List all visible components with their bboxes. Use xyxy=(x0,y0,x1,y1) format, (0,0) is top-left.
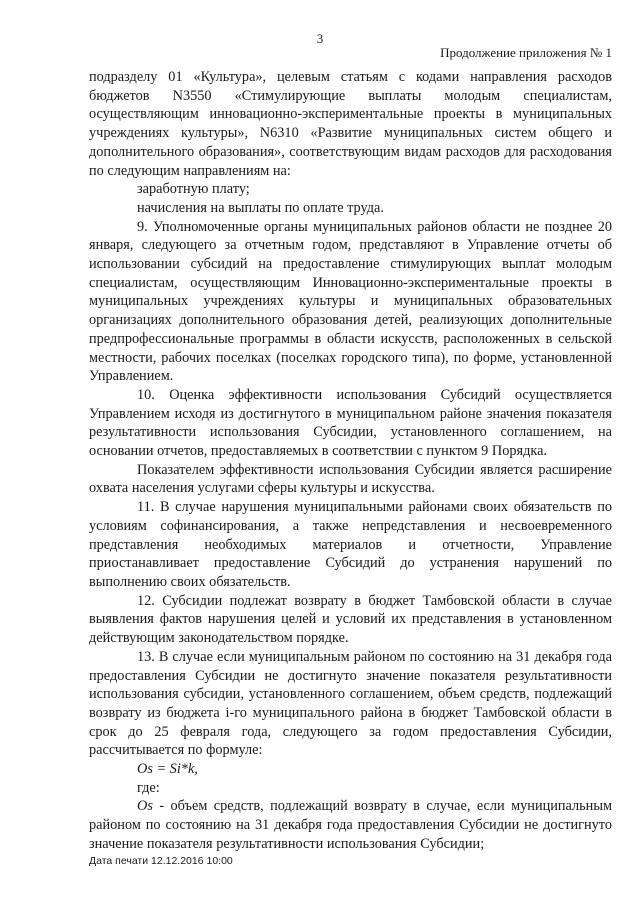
paragraph-clause-12: 12. Субсидии подлежат возврату в бюджет Тамбовской области в случае выявления фактов нарушения целей и условий их представления в установленном действующим законодательством порядке. xyxy=(89,592,612,647)
paragraph-clause-10: 10. Оценка эффективности использования Субсидий осуществляется Управлением исходя из достигнутого в муниципальном районе значения показателя результативности использования Субсидии, установленного соглашением, на основании отчетов, предоставляемых в соответствии с пунктом 9 Порядка. xyxy=(89,386,612,460)
list-item-payroll-charges: начисления на выплаты по оплате труда. xyxy=(137,199,384,216)
paragraph-clause-11: 11. В случае нарушения муниципальными районами своих обязательств по условиям софинансирования, а также непредставления и несвоевременного представления необходимых материалов и отчетности, Управление приостанавливает предоставление Субсидий до устранения нарушений по выполнению своих обязательств. xyxy=(89,499,612,590)
paragraph-efficiency-indicator: Показателем эффективности использования Субсидии является расширение охвата населения услугами сферы культуры и искусства. xyxy=(89,461,612,497)
formula-expression: Os = Si*k, xyxy=(137,761,198,778)
definition-symbol: Os xyxy=(137,798,153,815)
appendix-continuation-note: Продолжение приложения № 1 xyxy=(440,45,612,60)
formula xyxy=(89,760,612,779)
print-date: Дата печати 12.12.2016 10:00 xyxy=(89,855,233,867)
page-number: 3 xyxy=(316,31,324,46)
list-item-salary: заработную плату; xyxy=(137,181,250,198)
definition-os xyxy=(89,797,612,853)
document-body xyxy=(89,68,612,854)
paragraph-budget-codes: подразделу 01 «Культура», целевым статьям с кодами направления расходов бюджетов N3550 «Стимулирующие выплаты молодым специалистам, осуществляющим инновационно-экспериментальные проекты в муниципальных учреждениях культуры», N6310 «Развитие муниципальных систем общего и дополнительного образования», соответствующим видам расходов для расходования по следующим направлениям на: xyxy=(89,69,612,179)
paragraph-clause-13: 13. В случае если муниципальным районом по состоянию на 31 декабря года предоставления Субсидии не достигнуто значение показателя результативности использования субсидии, установленного соглашением, объем средств, подлежащий возврату из бюджета i-го муниципального района в бюджет Тамбовской области в срок до 25 февраля года, следующего за годом предоставления Субсидии, рассчитывается по формуле: xyxy=(89,648,612,759)
definition-text: - объем средств, подлежащий возврату в случае, если муниципальным районом по состоянию на 31 декабря года предоставления Субсидии не достигнуто значение показателя результативности использования Субсидии; xyxy=(89,798,612,852)
paragraph-clause-9: 9. Уполномоченные органы муниципальных районов области не позднее 20 января, следующего за отчетным годом, представляют в Управление отчеты об использовании субсидий на предоставление стимулирующих выплат молодым специалистам, осуществляющим Инновационно-экспериментальные проекты в муниципальных учреждениях культуры и муниципальных образовательных организациях дополнительного образования детей, реализующих дополнительные предпрофессиональные программы в области искусств, расположенных в сельской местности, рабочих поселках (поселках городского типа), по форме, установленной Управлением. xyxy=(89,218,612,385)
where-label: где: xyxy=(137,779,160,796)
